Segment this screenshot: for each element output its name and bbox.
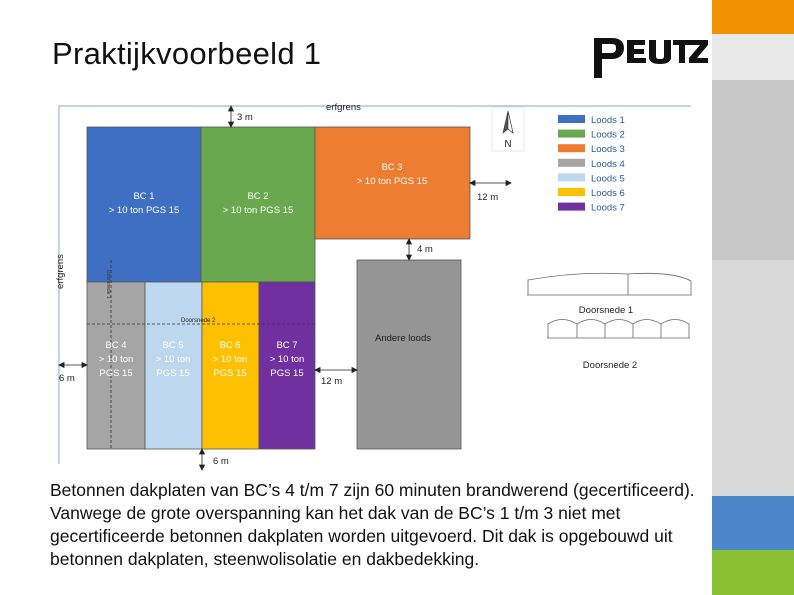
site-plan-figure bbox=[51, 102, 709, 473]
slide-title: Praktijkvoorbeeld 1 bbox=[52, 36, 322, 71]
accent-bar-grey bbox=[712, 80, 794, 260]
bc5-block bbox=[145, 282, 202, 449]
erfgrens-top-label: erfgrens bbox=[326, 102, 361, 113]
compass-north-label: N bbox=[504, 139, 512, 150]
doorsnede1-title: Doorsnede 1 bbox=[578, 305, 634, 316]
legend-label: Loods 5 bbox=[591, 173, 625, 185]
bc5-spec2: PGS 15 bbox=[156, 368, 190, 379]
accent-bar-green bbox=[712, 550, 794, 595]
legend-swatch bbox=[558, 144, 585, 152]
accent-bar-orange bbox=[712, 0, 794, 34]
legend-label: Loods 6 bbox=[591, 188, 625, 199]
bc4-spec2: PGS 15 bbox=[99, 368, 133, 379]
dim-12m-mid-label: 12 m bbox=[321, 376, 343, 387]
legend bbox=[558, 115, 625, 214]
bc1-spec: > 10 ton PGS 15 bbox=[108, 205, 180, 216]
bc4-name: BC 4 bbox=[105, 340, 127, 351]
slide-caption: Betonnen dakplaten van BC’s 4 t/m 7 zijn 60 minuten brandwerend (gecertificeerd). Vanwege de grote overspanning kan het dak van de BC’s 1 t/m 3 niet met gecertificeerde betonnen dakplaten worden uitgevoerd. Dit dak is opgebouwd uit betonnen dakplaten, steenwolisolatie en dakbedekking. bbox=[50, 480, 695, 569]
doorsnede2-title: Doorsnede 2 bbox=[582, 360, 638, 371]
accent-bar-grey bbox=[712, 260, 794, 496]
andere-loods-block bbox=[357, 260, 461, 449]
erfgrens-left-label: erfgrens bbox=[55, 254, 66, 289]
dim-3m-label: 3 m bbox=[237, 112, 253, 123]
bc6-block bbox=[202, 282, 259, 449]
bc6-spec1: > 10 ton bbox=[212, 354, 248, 365]
doorsnede2-line-label: Doorsnede 2 bbox=[181, 318, 216, 324]
legend-label: Loods 3 bbox=[591, 144, 625, 156]
peutz-logo bbox=[590, 34, 710, 87]
legend-swatch bbox=[558, 159, 585, 167]
bc7-spec1: > 10 ton bbox=[269, 354, 305, 365]
bc2-name: BC 2 bbox=[247, 191, 269, 202]
bc1-name: BC 1 bbox=[133, 191, 155, 202]
dim-6m-left-label: 6 m bbox=[59, 373, 75, 384]
bc3-name: BC 3 bbox=[381, 162, 403, 173]
bc3-spec: > 10 ton PGS 15 bbox=[356, 176, 428, 187]
doorsnede1-line-label: Doorsnede 1 bbox=[105, 270, 111, 299]
legend-swatch bbox=[558, 130, 585, 138]
bc6-spec2: PGS 15 bbox=[213, 368, 247, 379]
legend-swatch bbox=[558, 203, 585, 211]
accent-bar-grey bbox=[712, 34, 794, 80]
accent-bar-blue bbox=[712, 496, 794, 550]
legend-label: Loods 1 bbox=[591, 115, 625, 126]
bc7-block bbox=[259, 282, 315, 449]
bc2-spec: > 10 ton PGS 15 bbox=[222, 205, 294, 216]
legend-swatch bbox=[558, 173, 585, 181]
andere-loods-label: Andere loods bbox=[375, 333, 431, 344]
dim-6m-bottom-label: 6 m bbox=[213, 456, 229, 467]
legend-label: Loods 4 bbox=[591, 158, 625, 170]
doorsnede2-drawing bbox=[547, 320, 690, 339]
bc4-block bbox=[87, 282, 145, 449]
legend-swatch bbox=[558, 188, 585, 196]
bc5-name: BC 5 bbox=[162, 340, 184, 351]
legend-swatch bbox=[558, 115, 585, 123]
dim-12m-right-label: 12 m bbox=[477, 192, 499, 203]
bc4-spec1: > 10 ton bbox=[98, 354, 134, 365]
bc7-spec2: PGS 15 bbox=[270, 368, 304, 379]
legend-label: Loods 2 bbox=[591, 129, 625, 141]
dim-4m-label: 4 m bbox=[417, 244, 433, 255]
bc6-name: BC 6 bbox=[219, 340, 241, 351]
bc7-name: BC 7 bbox=[276, 340, 298, 351]
bc5-spec1: > 10 ton bbox=[155, 354, 191, 365]
legend-label: Loods 7 bbox=[591, 202, 625, 214]
doorsnede1-drawing bbox=[527, 273, 692, 295]
